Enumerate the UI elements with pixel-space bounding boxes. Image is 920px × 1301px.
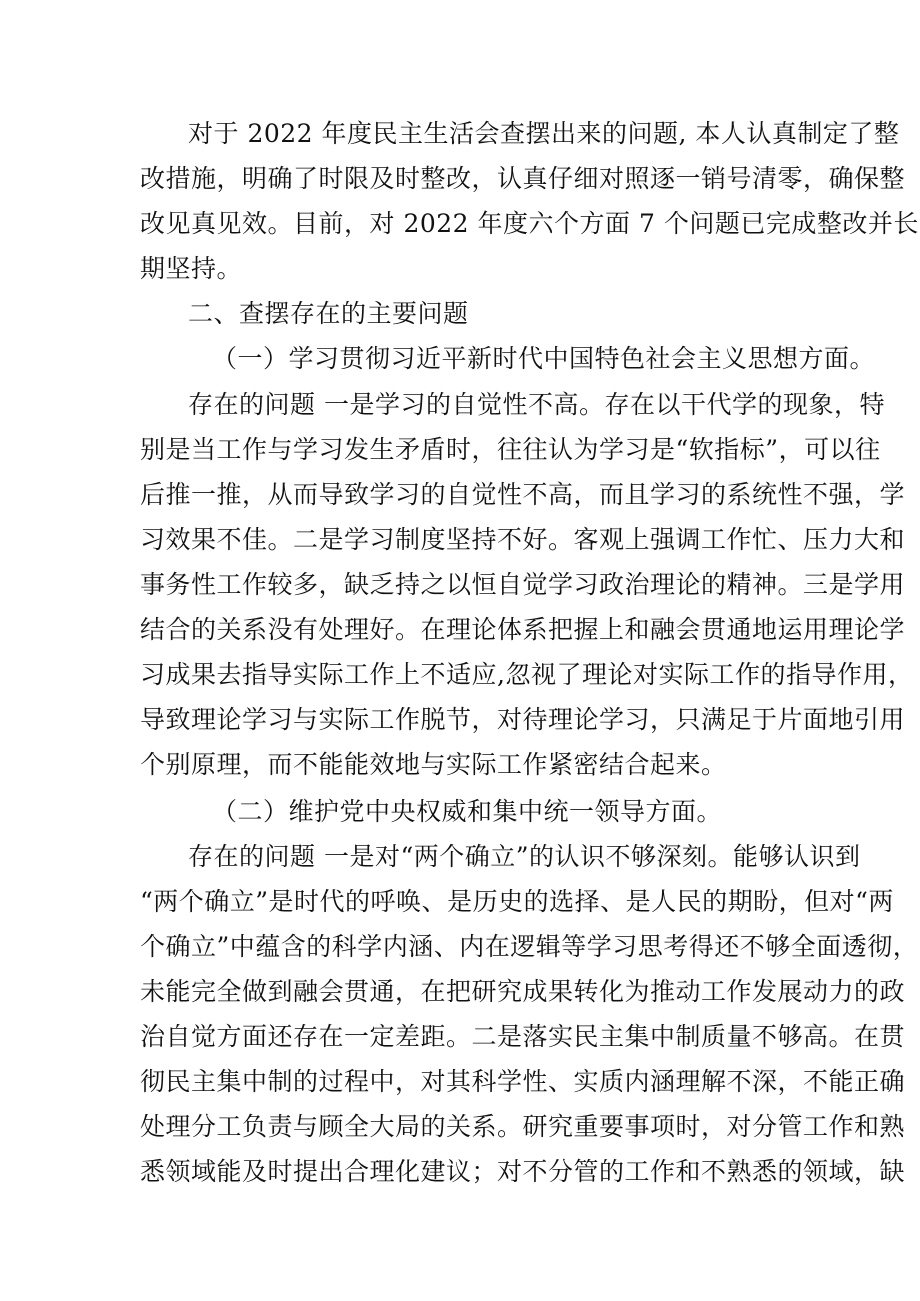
subsection-1-line-6: 结合的关系没有处理好。在理论体系把握上和融会贯通地运用理论学 — [140, 615, 906, 644]
subsection-2-line-4: 未能完全做到融会贯通，在把研究成果转化为推动工作发展动力的政 — [140, 977, 906, 1006]
intro-line-2: 改措施，明确了时限及时整改，认真仔细对照逐一销号清零，确保整 — [140, 164, 906, 193]
subsection-1-heading: （一）学习贯彻习近平新时代中国特色社会主义思想方面。 — [212, 344, 876, 373]
subsection-1-line-3: 后推一推，从而导致学习的自觉性不高，而且学习的系统性不强，学 — [140, 480, 906, 509]
section-heading: 二、查摆存在的主要问题 — [188, 299, 469, 328]
subsection-2-line-8: 悉领域能及时提出合理化建议；对不分管的工作和不熟悉的领域，缺 — [140, 1157, 906, 1186]
subsection-1-line-8: 导致理论学习与实际工作脱节，对待理论学习，只满足于片面地引用 — [140, 705, 906, 734]
subsection-1-line-9: 个别原理，而不能能效地与实际工作紧密结合起来。 — [140, 750, 727, 779]
subsection-2-line-2: “两个确立”是时代的呼唤、是历史的选择、是人民的期盼，但对“两 — [140, 887, 894, 916]
subsection-1-line-2: 别是当工作与学习发生矛盾时，往往认为学习是“软指标”，可以往 — [140, 435, 881, 464]
intro-line-1: 对于 2022 年度民主生活会查摆出来的问题, 本人认真制定了整 — [188, 119, 900, 148]
subsection-2-line-3: 个确立”中蕴含的科学内涵、内在逻辑等学习思考得还不够全面透彻， — [140, 932, 919, 961]
subsection-2-line-5: 治自觉方面还存在一定差距。二是落实民主集中制质量不够高。在贯 — [140, 1022, 906, 1051]
subsection-2-line-6: 彻民主集中制的过程中，对其科学性、实质内涵理解不深，不能正确 — [140, 1067, 906, 1096]
subsection-1-line-1: 存在的问题 一是学习的自觉性不高。存在以干代学的现象，特 — [188, 390, 885, 419]
intro-line-3: 改见真见效。目前，对 2022 年度六个方面 7 个问题已完成整改并长 — [140, 209, 919, 238]
intro-line-4: 期坚持。 — [140, 254, 243, 283]
subsection-2-line-7: 处理分工负责与顾全大局的关系。研究重要事项时，对分管工作和熟 — [140, 1112, 906, 1141]
subsection-2-line-1: 存在的问题 一是对“两个确立”的认识不够深刻。能够认识到 — [188, 842, 861, 871]
subsection-2-heading: （二）维护党中央权威和集中统一领导方面。 — [212, 797, 723, 826]
subsection-1-line-5: 事务性工作较多，缺乏持之以恒自觉学习政治理论的精神。三是学用 — [140, 570, 906, 599]
subsection-1-line-4: 习效果不佳。二是学习制度坚持不好。客观上强调工作忙、压力大和 — [140, 525, 906, 554]
subsection-1-line-7: 习成果去指导实际工作上不适应,忽视了理论对实际工作的指导作用， — [140, 660, 914, 689]
